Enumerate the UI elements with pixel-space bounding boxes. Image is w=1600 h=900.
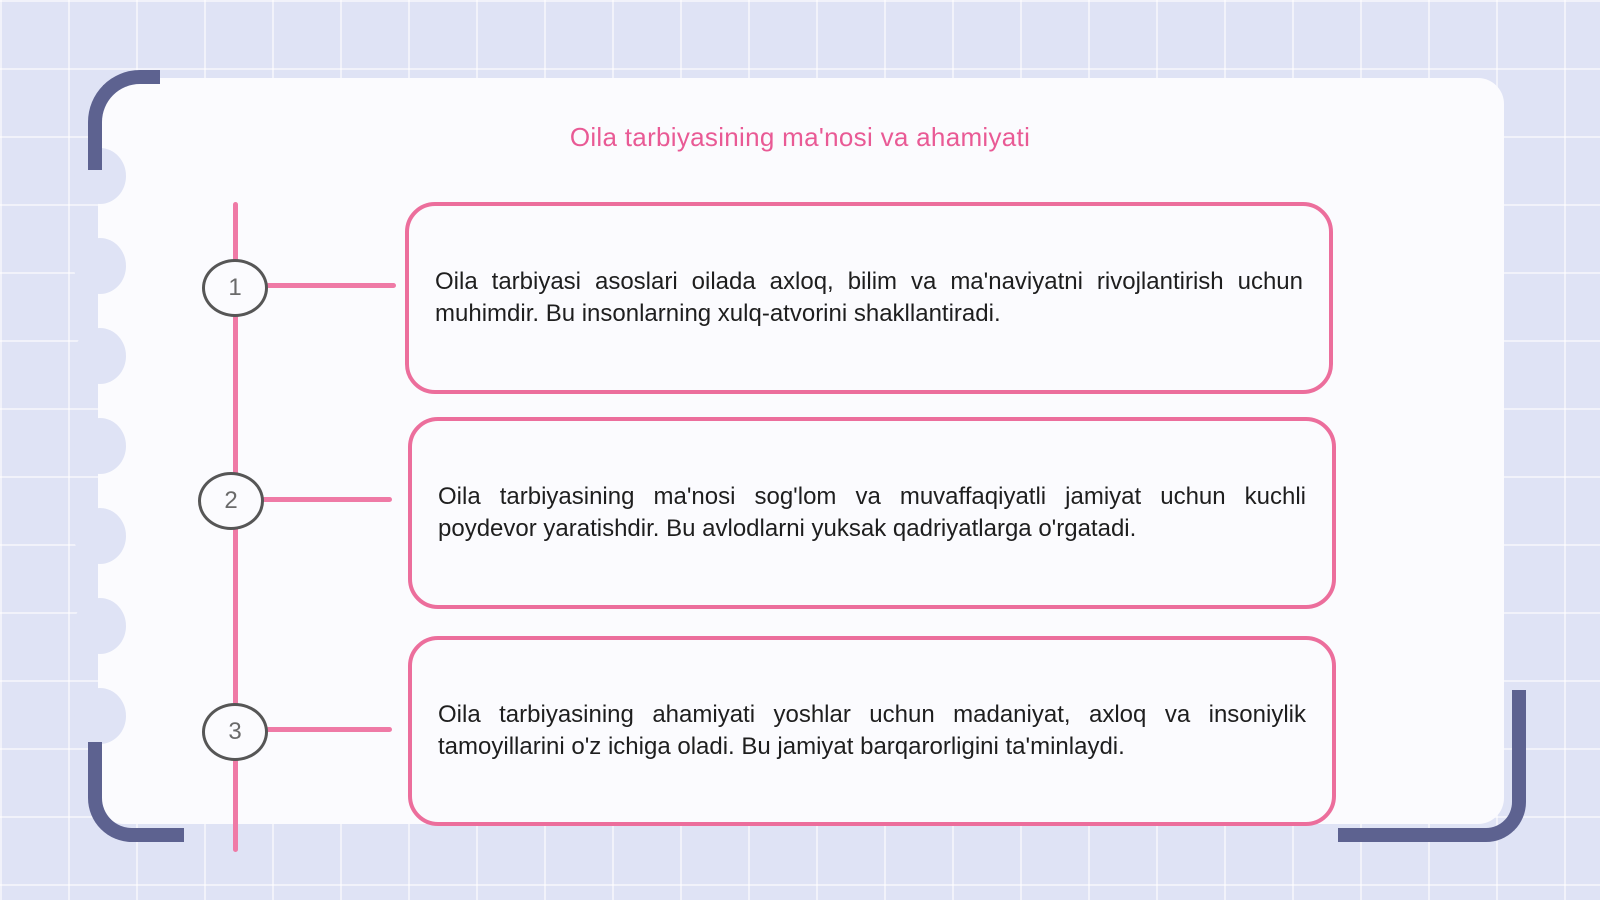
corner-bracket-top-left — [88, 70, 160, 170]
step-card — [408, 417, 1336, 609]
paper-notch — [74, 418, 126, 474]
step-text: Oila tarbiyasining ahamiyati yoshlar uchun madaniyat, axloq va insoniylik tamoyillarini o'z ichiga oladi. Bu jamiyat barqarorligini ta'minlaydi. — [438, 701, 1306, 760]
corner-bracket-bottom-left — [88, 742, 184, 842]
paper-notch — [74, 598, 126, 654]
timeline-connector — [262, 497, 392, 502]
timeline-connector — [266, 727, 392, 732]
step-card — [408, 636, 1336, 826]
step-number: 1 — [228, 274, 242, 301]
timeline-connector — [266, 283, 396, 288]
paper-notch — [74, 508, 126, 564]
slide-title: Oila tarbiyasining ma'nosi va ahamiyati — [569, 122, 1031, 152]
paper-notch — [74, 688, 126, 744]
corner-bracket-bottom-right — [1338, 690, 1526, 842]
step-text: Oila tarbiyasi asoslari oilada axloq, bilim va ma'naviyatni rivojlantirish uchun muhimdir. Bu insonlarning xulq-atvorini shakllantiradi. — [435, 268, 1303, 327]
step-number-badge — [202, 703, 268, 761]
step-text: Oila tarbiyasining ma'nosi sog'lom va muvaffaqiyatli jamiyat uchun kuchli poydevor yaratishdir. Bu avlodlarni yuksak qadriyatlarga o'rgatadi. — [438, 483, 1306, 542]
paper-notch — [74, 328, 126, 384]
step-number-badge — [198, 472, 264, 530]
step-number: 2 — [224, 487, 238, 514]
step-card — [405, 202, 1333, 394]
paper-notch — [74, 238, 126, 294]
step-number: 3 — [228, 718, 242, 745]
step-number-badge — [202, 259, 268, 317]
